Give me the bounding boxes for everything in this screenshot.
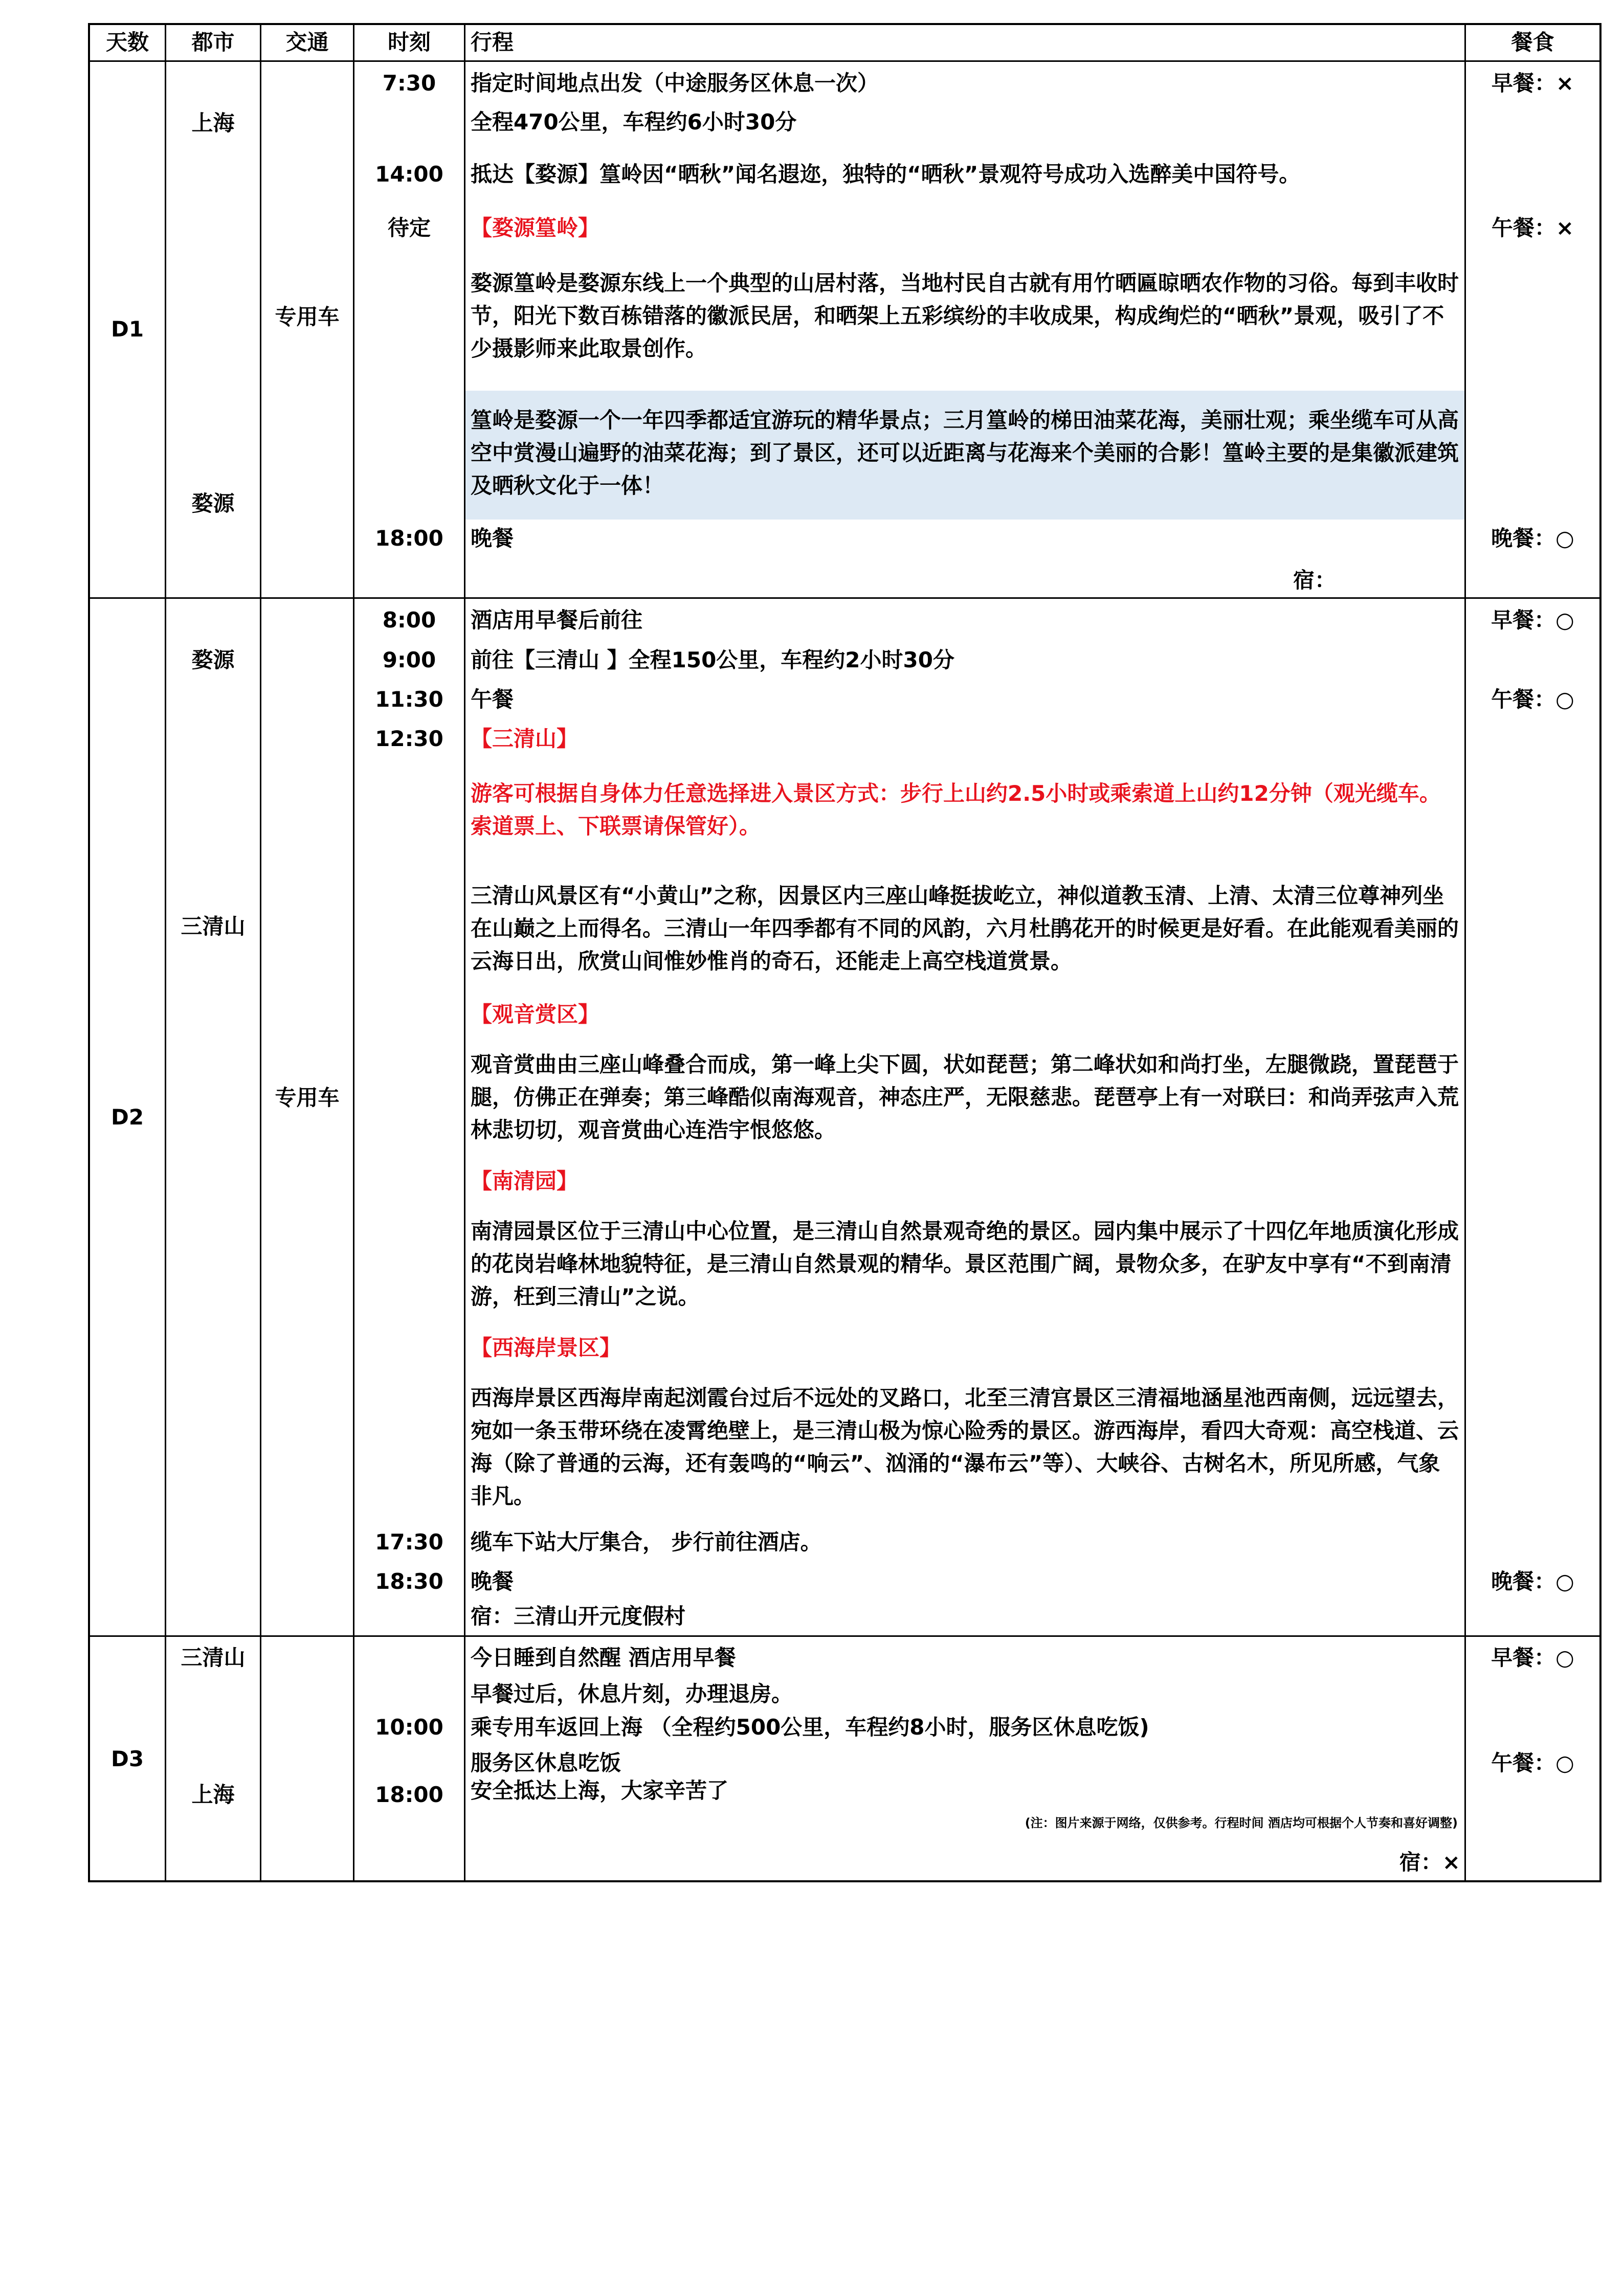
table-border-d1-d2 [88,597,1601,599]
d1-meal-breakfast: 早餐：× [1491,71,1574,96]
d2-breakfast: 酒店用早餐后前往 [471,607,643,633]
d2-meal-breakfast: 早餐：○ [1491,607,1574,633]
d2-time-1: 9:00 [382,647,436,672]
d1-day: D1 [110,317,144,342]
d3-time-1: 18:00 [375,1782,443,1807]
d1-distance: 全程470公里，车程约6小时30分 [471,109,797,134]
d1-transport: 专用车 [275,304,340,329]
table-border-bottom [88,1880,1601,1882]
d2-transport: 专用车 [275,1085,340,1110]
d3-service: 服务区休息吃饭 [471,1750,621,1775]
header-transport: 交通 [285,30,329,55]
d3-note: (注：图片来源于网络，仅供参考。行程时间 酒店均可根据个人节奏和喜好调整) [1025,1816,1458,1830]
d2-guanyin-para: 观音赏曲由三座山峰叠合而成，第一峰上尖下圆，状如琵琶；第二峰状如和尚打坐，左腿微跷，置琵琶于腿，仿佛正在弹奏；第三峰酷似南海观音，神态庄严，无限慈悲。琵琶亭上有一对联曰：和尚弄弦声入荒林悲切切，观音赏曲心连浩宇恨悠悠。 [471,1052,1459,1142]
d3-time-0: 10:00 [375,1715,443,1740]
d2-day: D2 [110,1105,144,1130]
table-vline-5 [1464,23,1466,1882]
d1-city-end: 婺源 [191,491,235,516]
d2-sanqing-title: 【三清山】 [471,726,579,751]
header-time: 时刻 [387,30,431,55]
table-border-header [88,60,1601,62]
d2-xihai-title: 【西海岸景区】 [471,1335,621,1360]
d2-time-3: 12:30 [375,726,443,751]
d1-meal-dinner: 晚餐：○ [1491,526,1574,551]
d2-city-mid: 三清山 [181,914,246,939]
d2-to: 前往【三清山 】全程150公里，车程约2小时30分 [471,647,954,672]
d1-dinner: 晚餐 [471,526,514,551]
d1-time-3: 18:00 [375,526,443,551]
table-vline-3 [353,23,354,1882]
d3-checkout: 早餐过后，休息片刻，办理退房。 [471,1681,793,1706]
table-vline-0 [88,23,90,1882]
d2-stay: 宿：三清山开元度假村 [471,1604,686,1629]
d1-time-1: 14:00 [375,162,443,187]
d2-cable: 缆车下站大厅集合， 步行前往酒店。 [471,1529,822,1555]
table-border-top [88,23,1601,25]
table-vline-6 [1599,23,1601,1882]
header-city: 都市 [191,30,235,55]
d3-city-end: 上海 [191,1782,235,1807]
table-vline-1 [165,23,166,1882]
d2-time-5: 18:30 [375,1569,443,1594]
d1-meal-lunch: 午餐：× [1491,215,1574,240]
d1-para2: 篁岭是婺源一个一年四季都适宜游玩的精华景点；三月篁岭的梯田油菜花海，美丽壮观；乘坐缆车可从高空中赏漫山遍野的油菜花海；到了景区，还可以近距离与花海来个美丽的合影！篁岭主要的是集徽派建筑及晒秋文化于一体！ [471,408,1459,498]
d1-spot-title: 【婺源篁岭】 [471,215,600,240]
d1-time-2: 待定 [387,215,431,240]
d2-dinner: 晚餐 [471,1569,514,1594]
d1-stay: 宿： [1293,568,1337,593]
d3-meal-lunch: 午餐：○ [1491,1750,1574,1775]
d2-guanyin-title: 【观音赏区】 [471,1002,600,1027]
table-vline-4 [464,23,465,1882]
d2-nanqing-para: 南清园景区位于三清山中心位置，是三清山自然景观奇绝的景区。园内集中展示了十四亿年地质演化形成的花岗岩峰林地貌特征，是三清山自然景观的精华。景区范围广阔，景物众多，在驴友中享有“不到南清游，枉到三清山”之说。 [471,1219,1459,1309]
d1-time-0: 7:30 [382,71,436,96]
d2-time-4: 17:30 [375,1529,443,1555]
d3-arrive: 安全抵达上海，大家辛苦了 [471,1778,729,1803]
d2-lunch: 午餐 [471,687,514,712]
d3-stay: 宿：× [1399,1850,1460,1875]
header-day: 天数 [105,30,149,55]
d2-meal-lunch: 午餐：○ [1491,687,1574,712]
d2-time-0: 8:00 [382,607,436,633]
d1-para1: 婺源篁岭是婺源东线上一个典型的山居村落，当地村民自古就有用竹晒匾晾晒农作物的习俗。每到丰收时节，阳光下数百栋错落的徽派民居，和晒架上五彩缤纷的丰收成果，构成绚烂的“晒秋”景观，吸引了不少摄影师来此取景创作。 [471,271,1459,361]
header-itinerary: 行程 [471,30,514,55]
d2-city-start: 婺源 [191,647,235,672]
table-border-d2-d3 [88,1635,1601,1637]
d2-meal-dinner: 晚餐：○ [1491,1569,1574,1594]
d3-day: D3 [110,1746,144,1771]
d3-city-start: 三清山 [181,1645,246,1670]
d3-meal-breakfast: 早餐：○ [1491,1645,1574,1670]
d1-arrive: 抵达【婺源】篁岭因“晒秋”闻名遐迩，独特的“晒秋”景观符号成功入选醉美中国符号。 [471,162,1301,187]
d3-return: 乘专用车返回上海 （全程约500公里，车程约8小时，服务区休息吃饭) [471,1715,1149,1740]
d2-notice: 游客可根据自身体力任意选择进入景区方式：步行上山约2.5小时或乘索道上山约12分钟（观光缆车。索道票上、下联票请保管好）。 [471,781,1441,839]
d2-xihai-para: 西海岸景区西海岸南起浏霞台过后不远处的叉路口，北至三清宫景区三清福地涵星池西南侧，远远望去，宛如一条玉带环绕在凌霄绝壁上，是三清山极为惊心险秀的景区。游西海岸，看四大奇观：高空栈道、云海（除了普通的云海，还有轰鸣的“响云”、汹涌的“瀑布云”等）、大峡谷、古树名木，所见所感，气象非凡。 [471,1385,1459,1509]
header-meals: 餐食 [1511,30,1554,55]
d1-depart: 指定时间地点出发（中途服务区休息一次） [471,71,879,96]
d2-nanqing-title: 【南清园】 [471,1168,579,1194]
d3-wake: 今日睡到自然醒 酒店用早餐 [471,1645,736,1670]
d1-city-start: 上海 [191,110,235,136]
d2-time-2: 11:30 [375,687,443,712]
d2-sanqing-para: 三清山风景区有“小黄山”之称，因景区内三座山峰挺拔屹立，神似道教玉清、上清、太清三位尊神列坐在山巅之上而得名。三清山一年四季都有不同的风韵，六月杜鹃花开的时候更是好看。在此能观看美丽的云海日出，欣赏山间惟妙惟肖的奇石，还能走上高空栈道赏景。 [471,883,1459,974]
